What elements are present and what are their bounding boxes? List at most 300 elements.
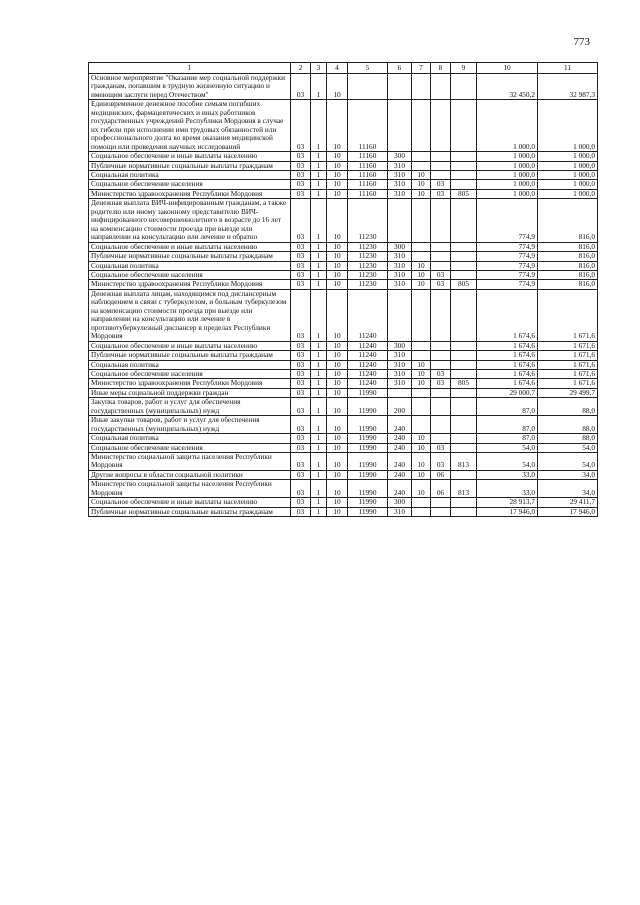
table-row [89, 199, 598, 242]
row-col-9: 813 [451, 480, 477, 498]
row-col-11: 88,0 [538, 434, 598, 443]
row-col-9: 805 [451, 280, 477, 289]
row-col-2: 03 [291, 351, 311, 360]
row-col-2: 03 [291, 261, 311, 270]
row-col-6: 310 [388, 280, 412, 289]
row-col-9 [451, 199, 477, 242]
row-col-8: 03 [431, 180, 451, 189]
row-col-3: 1 [311, 434, 327, 443]
row-name: Публичные нормативные социальные выплаты гражданам [89, 161, 291, 170]
row-col-7: 10 [412, 470, 431, 479]
row-col-10: 33,0 [477, 470, 538, 479]
row-col-3: 1 [311, 199, 327, 242]
row-col-10: 774,9 [477, 252, 538, 261]
row-col-10: 1 674,6 [477, 379, 538, 388]
row-col-10: 1 000,0 [477, 152, 538, 161]
row-col-8 [431, 261, 451, 270]
row-name: Основное мероприятие "Оказание мер социальной поддержки гражданам, попавшим в трудную жизненную ситуацию и имеющим заслуги перед Отечеством" [89, 74, 291, 100]
row-col-9 [451, 498, 477, 507]
row-col-2: 03 [291, 242, 311, 251]
row-col-4: 10 [327, 100, 348, 152]
row-col-10: 28 913,7 [477, 498, 538, 507]
row-col-5: 11230 [348, 261, 388, 270]
row-col-5: 11230 [348, 252, 388, 261]
row-col-5: 11160 [348, 161, 388, 170]
row-col-2: 03 [291, 398, 311, 416]
row-col-4: 10 [327, 369, 348, 378]
row-col-3: 1 [311, 74, 327, 100]
row-col-7 [412, 161, 431, 170]
row-name: Социальная политика [89, 434, 291, 443]
row-col-11: 17 946,0 [538, 507, 598, 516]
row-col-8 [431, 360, 451, 369]
table-row [89, 161, 598, 170]
header-col-2: 2 [291, 63, 311, 74]
row-col-3: 1 [311, 170, 327, 179]
table-row [89, 180, 598, 189]
row-col-8 [431, 398, 451, 416]
row-col-6: 300 [388, 498, 412, 507]
row-name: Социальная политика [89, 360, 291, 369]
row-col-11: 1 000,0 [538, 100, 598, 152]
row-col-9 [451, 170, 477, 179]
row-col-9 [451, 507, 477, 516]
row-col-5: 11230 [348, 270, 388, 279]
row-col-8 [431, 199, 451, 242]
budget-table [88, 62, 598, 517]
row-col-7 [412, 498, 431, 507]
row-col-7: 10 [412, 480, 431, 498]
row-col-10: 87,0 [477, 416, 538, 434]
table-row [89, 261, 598, 270]
row-col-2: 03 [291, 480, 311, 498]
row-col-6: 310 [388, 369, 412, 378]
row-col-7 [412, 416, 431, 434]
header-col-7: 7 [412, 63, 431, 74]
row-col-6: 240 [388, 434, 412, 443]
row-col-11: 816,0 [538, 242, 598, 251]
table-row [89, 398, 598, 416]
row-col-2: 03 [291, 341, 311, 350]
row-col-5: 11160 [348, 152, 388, 161]
row-col-3: 1 [311, 189, 327, 198]
row-col-7 [412, 341, 431, 350]
row-col-9 [451, 261, 477, 270]
row-col-8 [431, 252, 451, 261]
row-col-3: 1 [311, 443, 327, 452]
row-col-7 [412, 252, 431, 261]
row-col-9 [451, 252, 477, 261]
row-col-3: 1 [311, 369, 327, 378]
row-col-5: 11160 [348, 189, 388, 198]
row-col-2: 03 [291, 388, 311, 397]
row-col-10: 774,9 [477, 261, 538, 270]
row-col-9 [451, 161, 477, 170]
row-col-8 [431, 289, 451, 341]
row-col-7 [412, 74, 431, 100]
table-row [89, 189, 598, 198]
table-row [89, 388, 598, 397]
row-col-10: 774,9 [477, 270, 538, 279]
row-col-8 [431, 242, 451, 251]
row-col-3: 1 [311, 100, 327, 152]
row-col-10: 54,0 [477, 453, 538, 471]
table-row [89, 252, 598, 261]
row-col-11: 1 671,6 [538, 341, 598, 350]
table-row [89, 360, 598, 369]
row-col-6: 200 [388, 398, 412, 416]
row-col-11: 88,0 [538, 416, 598, 434]
row-name: Социальное обеспечение и иные выплаты населению [89, 242, 291, 251]
row-col-5: 11160 [348, 100, 388, 152]
row-col-7: 10 [412, 170, 431, 179]
row-col-5: 11990 [348, 470, 388, 479]
row-col-4: 10 [327, 443, 348, 452]
row-col-5: 11230 [348, 199, 388, 242]
table-row [89, 369, 598, 378]
row-col-3: 1 [311, 351, 327, 360]
row-col-2: 03 [291, 152, 311, 161]
row-col-3: 1 [311, 470, 327, 479]
row-name: Социальное обеспечение населения [89, 443, 291, 452]
row-col-10: 87,0 [477, 398, 538, 416]
row-col-6 [388, 74, 412, 100]
table-header-row [89, 63, 598, 74]
header-col-1: 1 [89, 63, 291, 74]
row-col-6: 310 [388, 270, 412, 279]
row-name: Публичные нормативные социальные выплаты гражданам [89, 252, 291, 261]
row-col-3: 1 [311, 388, 327, 397]
row-col-6: 310 [388, 189, 412, 198]
row-col-6: 240 [388, 443, 412, 452]
row-name: Министерство социальной защиты населения Республики Мордовия [89, 453, 291, 471]
row-col-10: 29 000,7 [477, 388, 538, 397]
row-col-3: 1 [311, 261, 327, 270]
table-row [89, 443, 598, 452]
row-col-2: 03 [291, 280, 311, 289]
row-col-6: 300 [388, 341, 412, 350]
table-row [89, 170, 598, 179]
row-col-4: 10 [327, 388, 348, 397]
row-col-4: 10 [327, 480, 348, 498]
row-col-8: 03 [431, 369, 451, 378]
row-col-6: 240 [388, 470, 412, 479]
row-col-7 [412, 242, 431, 251]
row-name: Публичные нормативные социальные выплаты гражданам [89, 507, 291, 516]
table-row [89, 470, 598, 479]
row-col-5: 11990 [348, 443, 388, 452]
row-col-6: 310 [388, 252, 412, 261]
row-col-5: 11160 [348, 180, 388, 189]
row-col-7: 10 [412, 189, 431, 198]
row-name: Социальная политика [89, 261, 291, 270]
row-col-10: 774,9 [477, 280, 538, 289]
table-row [89, 434, 598, 443]
row-col-11: 1 671,6 [538, 289, 598, 341]
row-col-9 [451, 416, 477, 434]
row-col-5: 11990 [348, 398, 388, 416]
row-col-6 [388, 388, 412, 397]
row-col-11: 29 411,7 [538, 498, 598, 507]
row-col-2: 03 [291, 453, 311, 471]
row-col-3: 1 [311, 152, 327, 161]
row-col-6: 310 [388, 180, 412, 189]
row-col-6 [388, 100, 412, 152]
row-col-5: 11230 [348, 242, 388, 251]
row-name: Министерство здравоохранения Республики Мордовия [89, 189, 291, 198]
row-col-11: 34,0 [538, 470, 598, 479]
row-col-6: 240 [388, 480, 412, 498]
header-col-9: 9 [451, 63, 477, 74]
row-col-10: 1 000,0 [477, 100, 538, 152]
row-col-9 [451, 270, 477, 279]
row-col-11: 1 000,0 [538, 161, 598, 170]
row-col-8: 06 [431, 470, 451, 479]
row-col-4: 10 [327, 398, 348, 416]
row-col-3: 1 [311, 379, 327, 388]
header-col-6: 6 [388, 63, 412, 74]
row-col-4: 10 [327, 270, 348, 279]
row-col-9 [451, 369, 477, 378]
row-col-2: 03 [291, 180, 311, 189]
row-col-9 [451, 74, 477, 100]
row-col-2: 03 [291, 199, 311, 242]
row-col-5: 11240 [348, 351, 388, 360]
row-col-8 [431, 416, 451, 434]
row-col-10: 1 000,0 [477, 180, 538, 189]
row-col-2: 03 [291, 369, 311, 378]
row-col-5: 11240 [348, 379, 388, 388]
row-col-9 [451, 434, 477, 443]
header-col-11: 11 [538, 63, 598, 74]
row-col-5: 11240 [348, 289, 388, 341]
row-col-2: 03 [291, 470, 311, 479]
row-col-7 [412, 388, 431, 397]
page-number: 773 [573, 36, 590, 48]
header-col-8: 8 [431, 63, 451, 74]
row-col-10: 774,9 [477, 199, 538, 242]
row-col-3: 1 [311, 416, 327, 434]
row-col-9 [451, 152, 477, 161]
row-col-4: 10 [327, 199, 348, 242]
row-col-9 [451, 351, 477, 360]
row-col-2: 03 [291, 434, 311, 443]
row-col-8 [431, 341, 451, 350]
header-col-5: 5 [348, 63, 388, 74]
row-col-2: 03 [291, 379, 311, 388]
row-col-11: 1 000,0 [538, 152, 598, 161]
row-name: Денежная выплата лицам, находящимся под диспансерным наблюдением в связи с туберкулезом, и больным туберкулезом на компенсацию стоимости проезда при выезде или направлении на консультацию или лечение в противотуберкулезный диспансер в пределах Республики Мордовия [89, 289, 291, 341]
row-col-4: 10 [327, 498, 348, 507]
row-col-6: 310 [388, 161, 412, 170]
row-col-10: 17 946,0 [477, 507, 538, 516]
row-col-5: 11240 [348, 369, 388, 378]
table-row [89, 480, 598, 498]
row-col-3: 1 [311, 180, 327, 189]
row-col-4: 10 [327, 341, 348, 350]
row-col-5 [348, 74, 388, 100]
row-col-4: 10 [327, 161, 348, 170]
table-row [89, 453, 598, 471]
row-name: Социальная политика [89, 170, 291, 179]
row-col-11: 1 671,6 [538, 351, 598, 360]
row-col-11: 29 499,7 [538, 388, 598, 397]
row-col-3: 1 [311, 252, 327, 261]
row-col-6: 240 [388, 416, 412, 434]
row-col-10: 1 674,6 [477, 369, 538, 378]
row-col-9 [451, 360, 477, 369]
row-col-4: 10 [327, 74, 348, 100]
row-col-7 [412, 351, 431, 360]
row-col-7: 10 [412, 261, 431, 270]
row-col-8 [431, 351, 451, 360]
row-col-3: 1 [311, 161, 327, 170]
row-col-7 [412, 289, 431, 341]
row-col-3: 1 [311, 280, 327, 289]
row-col-6: 240 [388, 453, 412, 471]
row-col-4: 10 [327, 360, 348, 369]
row-name: Социальное обеспечение и иные выплаты населению [89, 498, 291, 507]
row-col-7: 10 [412, 180, 431, 189]
table-row [89, 100, 598, 152]
row-col-7 [412, 199, 431, 242]
row-col-3: 1 [311, 398, 327, 416]
row-name: Социальное обеспечение населения [89, 270, 291, 279]
table-row [89, 416, 598, 434]
row-col-8 [431, 161, 451, 170]
row-col-6: 310 [388, 170, 412, 179]
row-name: Социальное обеспечение и иные выплаты населению [89, 341, 291, 350]
row-col-8 [431, 152, 451, 161]
row-col-8: 03 [431, 453, 451, 471]
row-col-2: 03 [291, 289, 311, 341]
row-name: Публичные нормативные социальные выплаты гражданам [89, 351, 291, 360]
row-col-7: 10 [412, 434, 431, 443]
row-col-4: 10 [327, 453, 348, 471]
header-col-4: 4 [327, 63, 348, 74]
row-col-3: 1 [311, 498, 327, 507]
table-row [89, 351, 598, 360]
row-col-5: 11990 [348, 453, 388, 471]
row-col-2: 03 [291, 416, 311, 434]
row-col-2: 03 [291, 270, 311, 279]
row-name: Закупка товаров, работ и услуг для обеспечения государственных (муниципальных) нужд [89, 398, 291, 416]
row-col-7 [412, 507, 431, 516]
table-row [89, 289, 598, 341]
row-name: Иные меры социальной поддержки граждан [89, 388, 291, 397]
row-col-11: 1 000,0 [538, 189, 598, 198]
row-col-8 [431, 507, 451, 516]
row-col-8: 06 [431, 480, 451, 498]
row-col-9 [451, 289, 477, 341]
row-col-5: 11990 [348, 416, 388, 434]
row-col-8: 03 [431, 270, 451, 279]
row-col-10: 1 674,6 [477, 360, 538, 369]
row-col-9 [451, 470, 477, 479]
row-col-9 [451, 341, 477, 350]
row-col-2: 03 [291, 252, 311, 261]
row-col-3: 1 [311, 453, 327, 471]
row-col-5: 11990 [348, 480, 388, 498]
row-col-2: 03 [291, 443, 311, 452]
row-name: Социальное обеспечение и иные выплаты населению [89, 152, 291, 161]
row-col-9: 805 [451, 189, 477, 198]
table-row [89, 507, 598, 516]
row-col-8: 03 [431, 443, 451, 452]
row-col-9 [451, 388, 477, 397]
row-col-4: 10 [327, 434, 348, 443]
row-name: Социальное обеспечение населения [89, 369, 291, 378]
row-col-7: 10 [412, 360, 431, 369]
row-col-4: 10 [327, 261, 348, 270]
row-col-4: 10 [327, 152, 348, 161]
row-col-10: 1 000,0 [477, 189, 538, 198]
row-col-5: 11230 [348, 280, 388, 289]
row-col-9: 813 [451, 453, 477, 471]
table-row [89, 74, 598, 100]
header-col-3: 3 [311, 63, 327, 74]
row-col-2: 03 [291, 170, 311, 179]
row-col-5: 11990 [348, 434, 388, 443]
row-col-10: 1 000,0 [477, 170, 538, 179]
table-row [89, 242, 598, 251]
table-row [89, 152, 598, 161]
row-col-6 [388, 199, 412, 242]
row-col-2: 03 [291, 360, 311, 369]
row-col-11: 816,0 [538, 252, 598, 261]
row-col-4: 10 [327, 170, 348, 179]
row-col-8 [431, 388, 451, 397]
row-col-5: 11160 [348, 170, 388, 179]
row-col-10: 54,0 [477, 443, 538, 452]
row-col-9 [451, 398, 477, 416]
row-col-2: 03 [291, 507, 311, 516]
row-col-11: 1 671,6 [538, 360, 598, 369]
row-name: Социальное обеспечение населения [89, 180, 291, 189]
row-col-9 [451, 100, 477, 152]
row-col-4: 10 [327, 189, 348, 198]
row-col-6 [388, 289, 412, 341]
row-col-4: 10 [327, 289, 348, 341]
row-col-10: 1 674,6 [477, 289, 538, 341]
table-row [89, 270, 598, 279]
row-col-6: 310 [388, 379, 412, 388]
row-col-3: 1 [311, 270, 327, 279]
row-col-5: 11240 [348, 341, 388, 350]
row-col-6: 300 [388, 242, 412, 251]
row-name: Министерство здравоохранения Республики Мордовия [89, 379, 291, 388]
row-col-9 [451, 180, 477, 189]
row-col-10: 87,0 [477, 434, 538, 443]
header-col-10: 10 [477, 63, 538, 74]
row-col-8: 03 [431, 189, 451, 198]
row-col-11: 816,0 [538, 280, 598, 289]
row-col-8 [431, 434, 451, 443]
table-row [89, 498, 598, 507]
row-col-11: 816,0 [538, 261, 598, 270]
row-name: Министерство здравоохранения Республики Мордовия [89, 280, 291, 289]
table-row [89, 341, 598, 350]
row-col-11: 816,0 [538, 199, 598, 242]
row-col-4: 10 [327, 242, 348, 251]
row-col-9: 805 [451, 379, 477, 388]
row-col-7: 10 [412, 453, 431, 471]
row-col-6: 310 [388, 261, 412, 270]
row-col-5: 11990 [348, 507, 388, 516]
row-col-3: 1 [311, 289, 327, 341]
row-col-3: 1 [311, 341, 327, 350]
row-col-6: 310 [388, 360, 412, 369]
